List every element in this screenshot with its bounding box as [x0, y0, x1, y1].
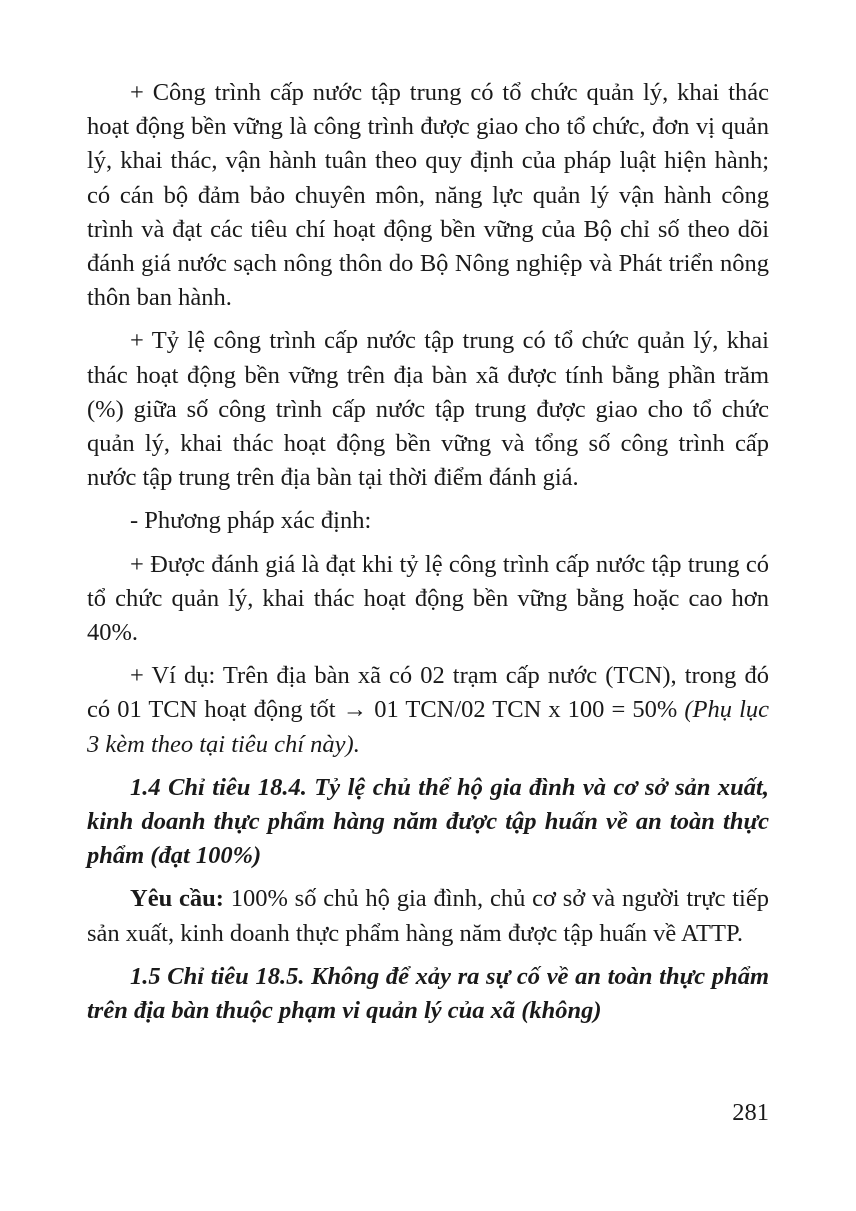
paragraph-ratio-calculation — [87, 324, 769, 495]
paragraph-evaluation-threshold — [87, 548, 769, 651]
paragraph-text: + Được đánh giá là đạt khi tỷ lệ công trình cấp nước tập trung có tổ chức quản lý, khai thác hoạt động bền vững bằng hoặc cao hơn 40%. — [87, 550, 769, 647]
heading-text: 1.5 Chỉ tiêu 18.5. Không để xảy ra sự cố về an toàn thực phẩm trên địa bàn thuộc phạm vi quản lý của xã (không) — [87, 962, 769, 1025]
paragraph-text: + Ví dụ: Trên địa bàn xã có 02 trạm cấp nước (TCN), trong đó có 01 TCN hoạt động tốt → 01 TCN/02 TCN x 100 = 50% — [87, 662, 769, 724]
section-heading-18-4 — [87, 771, 769, 874]
paragraph-text: - Phương pháp xác định: — [130, 507, 372, 535]
section-heading-18-5 — [87, 960, 769, 1028]
paragraph-method-label — [87, 504, 769, 538]
page-number: 281 — [732, 1099, 769, 1126]
paragraph-text: + Công trình cấp nước tập trung có tổ chức quản lý, khai thác hoạt động bền vững là công trình được giao cho tổ chức, đơn vị quản lý, khai thác, vận hành tuân theo quy định của pháp luật hiện hành; có cán bộ đảm bảo chuyên môn, năng lực quản lý vận hành công trình và đạt các tiêu chí hoạt động bền vững của Bộ chỉ số theo dõi đánh giá nước sạch nông thôn do Bộ Nông nghiệp và Phát triển nông thôn ban hành. — [87, 79, 769, 312]
paragraph-text: + Tỷ lệ công trình cấp nước tập trung có tổ chức quản lý, khai thác hoạt động bền vững trên địa bàn xã được tính bằng phần trăm (%) giữa số công trình cấp nước tập trung được giao cho tổ chức quản lý, khai thác hoạt động bền vững và tổng số công trình cấp nước tập trung trên địa bàn tại thời điểm đánh giá. — [87, 327, 769, 492]
requirement-label: Yêu cầu: — [130, 885, 224, 913]
paragraph-example — [87, 659, 769, 762]
appendix-note: (Phụ lục 3 kèm theo tại tiêu chí này). — [87, 696, 770, 758]
heading-text: 1.4 Chỉ tiêu 18.4. Tỷ lệ chủ thể hộ gia đình và cơ sở sản xuất, kinh doanh thực phẩm hàng năm được tập huấn về an toàn thực phẩm (đạt 100%) — [87, 773, 769, 870]
paragraph-concentrated-water-works-definition — [87, 76, 769, 315]
paragraph-text: 100% số chủ hộ gia đình, chủ cơ sở và người trực tiếp sản xuất, kinh doanh thực phẩm hàng năm được tập huấn về ATTP. — [87, 885, 769, 947]
paragraph-requirement — [87, 882, 769, 950]
document-page — [87, 76, 769, 1037]
